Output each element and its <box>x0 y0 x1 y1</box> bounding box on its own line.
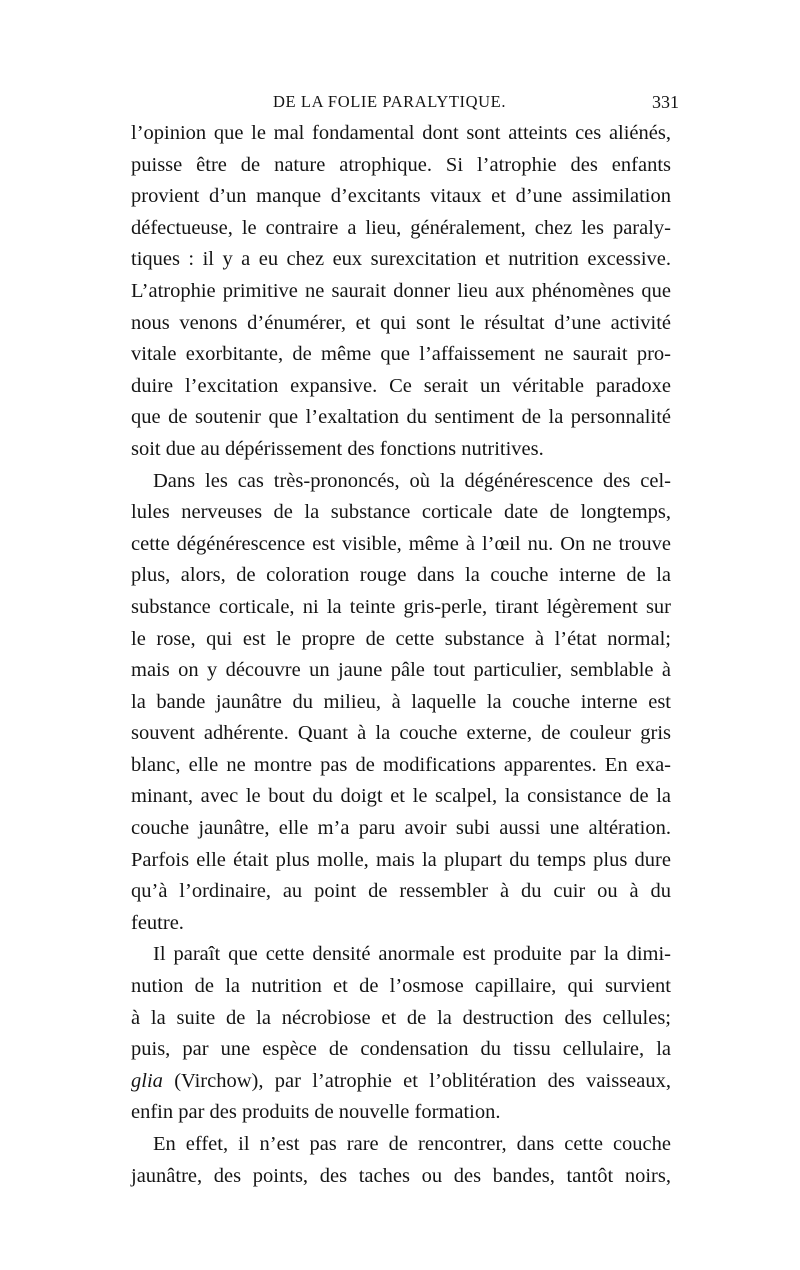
text-line: blanc, elle ne montre pas de modifications apparentes. En exa- <box>131 753 671 776</box>
text-line: minant, avec le bout du doigt et le scalpel, la consistance de la <box>131 785 671 808</box>
paragraph-1 <box>131 118 671 466</box>
text-line: enfin par des produits de nouvelle formation. <box>131 1101 501 1124</box>
text-line: la bande jaunâtre du milieu, à laquelle la couche interne est <box>131 690 671 713</box>
text-line: mais on y découvre un jaune pâle tout particulier, semblable à <box>131 659 671 682</box>
text-line: plus, alors, de coloration rouge dans la couche interne de la <box>131 564 671 587</box>
italic-term: glia <box>131 1069 163 1092</box>
page-number: 331 <box>652 92 679 112</box>
text-line: tiques : il y a eu chez eux surexcitation et nutrition excessive. <box>131 248 671 271</box>
text-line: soit due au dépérissement des fonctions nutritives. <box>131 437 544 460</box>
text-line: lules nerveuses de la substance corticale date de longtemps, <box>131 501 671 524</box>
text-line: Dans les cas très-prononcés, où la dégénérescence des cel- <box>153 469 671 492</box>
text-line: provient d’un manque d’excitants vitaux et d’une assimilation <box>131 185 671 208</box>
text-line: nous venons d’énumérer, et qui sont le résultat d’une activité <box>131 311 671 334</box>
text-run: (Virchow), par l’atrophie et l’oblitération des vaisseaux, <box>162 1069 671 1092</box>
text-line: à la suite de la nécrobiose et de la destruction des cellules; <box>131 1006 671 1029</box>
running-head <box>131 88 679 116</box>
text-line: puisse être de nature atrophique. Si l’atrophie des enfants <box>131 153 671 176</box>
text-line: souvent adhérente. Quant à la couche externe, de couleur gris <box>131 722 671 745</box>
text-line-with-italic <box>131 1066 671 1098</box>
text-line: Parfois elle était plus molle, mais la plupart du temps plus dure <box>131 848 671 871</box>
text-line: Il paraît que cette densité anormale est produite par la dimi- <box>153 943 671 966</box>
paragraph-2 <box>131 466 671 940</box>
text-line: cette dégénérescence est visible, même à l’œil nu. On ne trouve <box>131 532 671 555</box>
text-line: défectueuse, le contraire a lieu, généralement, chez les paraly- <box>131 216 671 239</box>
body-text <box>131 118 671 1192</box>
text-line: En effet, il n’est pas rare de rencontrer, dans cette couche <box>153 1133 671 1155</box>
text-line: puis, par une espèce de condensation du tissu cellulaire, la <box>131 1038 671 1061</box>
text-line: qu’à l’ordinaire, au point de ressembler à du cuir ou à du <box>131 880 671 903</box>
text-line: l’opinion que le mal fondamental dont sont atteints ces aliénés, <box>131 122 671 144</box>
text-line: que de soutenir que l’exaltation du sentiment de la personnalité <box>131 406 671 429</box>
text-line: jaunâtre, des points, des taches ou des bandes, tantôt noirs, <box>131 1164 671 1187</box>
text-line: duire l’excitation expansive. Ce serait un véritable paradoxe <box>131 374 671 397</box>
text-line: L’atrophie primitive ne saurait donner lieu aux phénomènes que <box>131 279 671 302</box>
text-line: feutre. <box>131 911 184 934</box>
text-line: substance corticale, ni la teinte gris-perle, tirant légèrement sur <box>131 595 671 618</box>
text-line: couche jaunâtre, elle m’a paru avoir subi aussi une altération. <box>131 817 671 840</box>
paragraph-3 <box>131 939 671 1129</box>
text-line: le rose, qui est le propre de cette substance à l’état normal; <box>131 627 671 650</box>
text-line: nution de la nutrition et de l’osmose capillaire, qui survient <box>131 975 671 998</box>
text-line: vitale exorbitante, de même que l’affaissement ne saurait pro- <box>131 343 671 366</box>
paragraph-4 <box>131 1129 671 1192</box>
running-title: DE LA FOLIE PARALYTIQUE. <box>273 92 507 111</box>
